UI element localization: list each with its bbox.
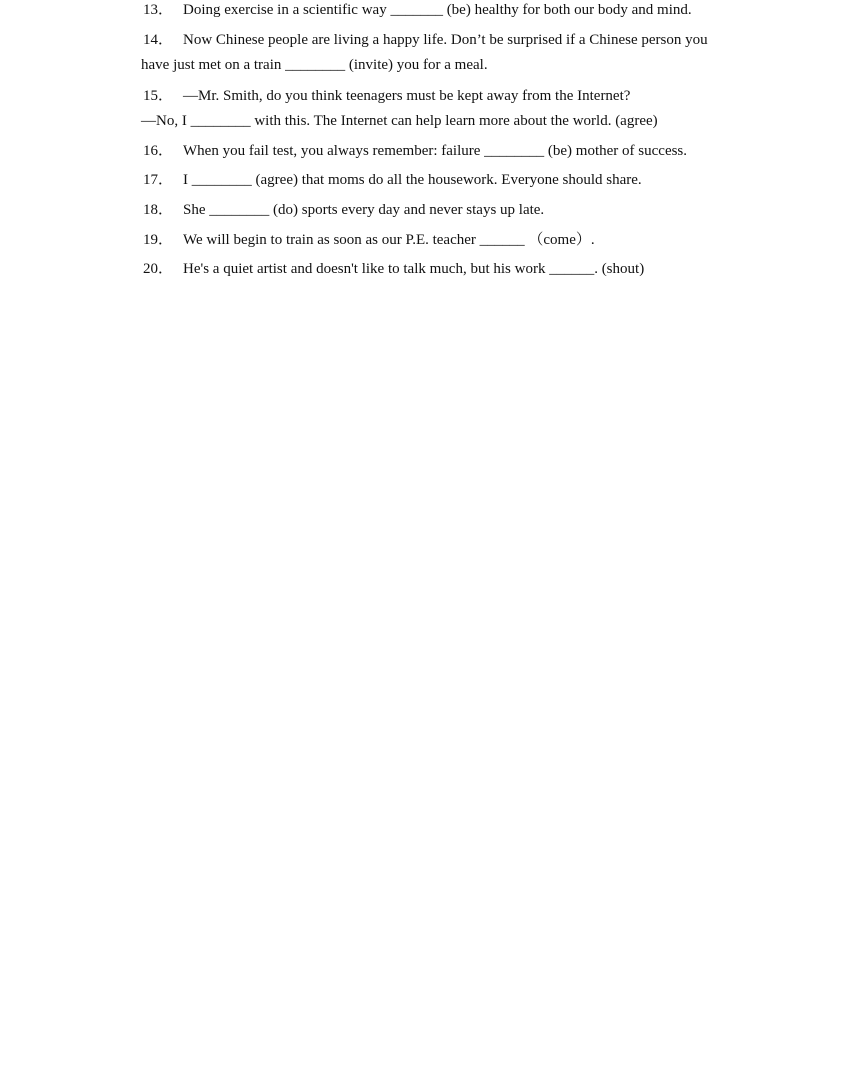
question-text: When you fail test, you always remember: failure ________ (be) mother of success. (183, 143, 688, 159)
question-17 (143, 170, 642, 190)
question-number: 14． (143, 32, 174, 48)
question-number: 17． (143, 172, 174, 188)
question-16 (143, 141, 687, 161)
question-number: 19． (143, 232, 174, 248)
question-text: Doing exercise in a scientific way _______ (be) healthy for both our body and mind. (183, 2, 692, 18)
question-text: She ________ (do) sports every day and never stays up late. (183, 202, 545, 218)
question-text: I ________ (agree) that moms do all the housework. Everyone should share. (183, 172, 642, 188)
question-text: —No, I ________ with this. The Internet can help learn more about the world. (agree) (141, 113, 658, 129)
question-15 (143, 86, 630, 106)
question-number: 20． (143, 261, 174, 277)
question-number: 18． (143, 202, 174, 218)
question-18 (143, 200, 544, 220)
question-14-continuation (141, 55, 488, 75)
question-13 (143, 0, 692, 20)
question-14 (143, 30, 708, 50)
question-text: He's a quiet artist and doesn't like to talk much, but his work ______. (shout) (183, 261, 645, 277)
question-text: have just met on a train ________ (invite) you for a meal. (141, 57, 488, 73)
question-20 (143, 259, 644, 279)
question-number: 16． (143, 143, 174, 159)
question-text: We will begin to train as soon as our P.E. teacher ______ （come）. (183, 232, 595, 248)
question-15-continuation (141, 111, 658, 131)
question-number: 15． (143, 88, 174, 104)
question-number: 13． (143, 2, 174, 18)
question-19 (143, 230, 595, 250)
question-text: Now Chinese people are living a happy life. Don’t be surprised if a Chinese person you (183, 32, 708, 48)
question-text: —Mr. Smith, do you think teenagers must be kept away from the Internet? (183, 88, 631, 104)
